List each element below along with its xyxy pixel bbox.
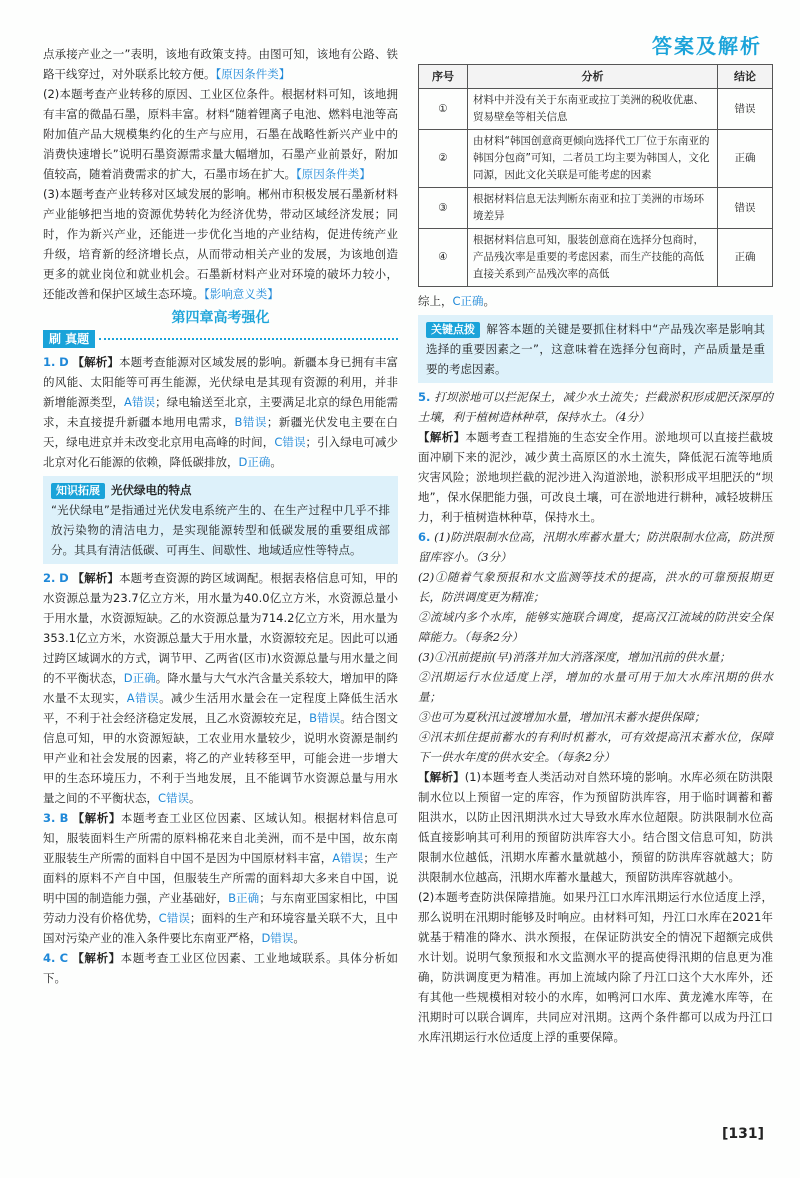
- page-header-title: 答案及解析: [652, 34, 762, 58]
- right-column: [418, 44, 773, 1047]
- table-row: ① 材料中并没有关于东南亚或拉丁美洲的税收优惠、贸易壁垒等相关信息 错误: [419, 89, 773, 130]
- table-row: ② 由材料“韩国创意商更倾向选择代工厂位于东南亚的韩国分包商”可知，二者员工均主要为韩国人，文化同源，因此文化关联是可能考虑的因素 正确: [419, 130, 773, 188]
- answer-line: (2)①随着气象预报和水文监测等技术的提高，洪水的可靠预报期更长，防洪调度更为精准；: [418, 570, 773, 604]
- question-4: 4. C 【解析】本题考查工业区位因素、工业地域联系。具体分析如下。: [43, 951, 399, 985]
- answer-line: ②汛期运行水位适度上浮，增加的水量可用于加大水库汛期的供水量；: [418, 670, 773, 704]
- answer-line: (3)①汛前提前(早)消落并加大消落深度，增加汛前的供水量；: [418, 650, 731, 664]
- table-row: ③ 根据材料信息无法判断东南亚和拉丁美洲的市场环境差异 错误: [419, 188, 773, 229]
- question-3: 3. B 【解析】本题考查工业区位因素、区域认知。根据材料信息可知，服装面料生产所需的原料棉花来自北美洲，而不是中国，故东南亚服装生产所需的面料自中国不是因为中国原材料丰富，A错误；生产面料的原料不产自中国，但服装生产所需的面料却大多来自中国，说明中国的制造能力强，产业基础好，B正确；与东南亚国家相比，中国劳动力没有价格优势，C错误；面料的生产和环境容量关联不大，且中国对污染产业的准入条件要比东南亚严格，D错误。: [43, 811, 399, 945]
- paragraph: (2)本题考查产业转移的原因、工业区位条件。根据材料可知，该地拥有丰富的微晶石墨，原料丰富。材料“随着锂离子电池、燃料电池等高附加值产品大规模集约化的生产与应用，石墨在战略性新兴产业中的消费快速增长”说明石墨资源需求量大幅增加，石墨产业前景好，附加值较高，随着消费需求的扩大，石墨市场在扩大。【原因条件类】: [43, 87, 398, 181]
- question-1: 1. D 【解析】本题考查能源对区域发展的影响。新疆本身已拥有丰富的风能、太阳能等可再生能源，光伏绿电是其现有资源的利用，并非新增能源类型，A错误；绿电输送至北京，主要满足北京的绿色用能需求，未直接提升新疆本地用电需求，B错误；新疆光伏发电主要在白天，绿电进京并未改变北京用电高峰的时间，C错误；引入绿电可减少北京对化石能源的依赖，降低碳排放，D正确。: [43, 355, 399, 469]
- question-5: 5. 打坝淤地可以拦泥保土，减少水土流失；拦截淤积形成肥沃深厚的土壤，利于植树造林种草，保持水土。（4分）: [418, 390, 774, 424]
- chapter-title: 第四章高考强化: [171, 310, 270, 326]
- paragraph: 【解析】本题考查工程措施的生态安全作用。淤地坝可以直接拦截坡面冲刷下来的泥沙，减少黄土高原区的水土流失，降低泥石流等地质灾害风险；淤地坝拦截的泥沙进入沟道淤地，淤积形成平坦肥沃的“坝地”，保水保肥能力强，可改良土壤，可在淤地进行耕种，减轻坡耕压力，利于植树造林种草，保持水土。: [418, 430, 774, 524]
- answer-line: ③也可为夏秋汛过渡增加水量，增加汛末蓄水提供保障；: [418, 710, 706, 724]
- analysis-table: [418, 64, 773, 287]
- key-point-box: 关键点拨 解答本题的关键是要抓住材料中“产品残次率是影响其选择的重要因素之一”，这意味着在选择分包商时，产品质量是重要的考虑因素。: [418, 315, 773, 383]
- knowledge-box: 知识拓展 光伏绿电的特点 “光伏绿电”是指通过光伏发电系统产生的、在生产过程中几乎不排放污染物的清洁电力，是实现能源转型和低碳发展的重要组成部分。其具有清洁低碳、可再生、间歇性、地域适应性等特点。: [43, 476, 398, 564]
- paragraph: (2)本题考查防洪保障措施。如果丹江口水库汛期运行水位适度上浮，那么说明在汛期时能够及时响应。由材料可知，丹江口水库在2021年就基于精准的降水、洪水预报，在保证防洪安全的情况下超额完成供水计划。说明气象预报和水文监测水平的提高使得汛期的信息更为准确，防洪调度更为精准。再加上流域内除了丹江口这个大水库外，还有其他一些规模相对较小的水库，如鸭河口水库、黄龙滩水库等，在汛期时可以联合调库，共同应对汛期。这两个条件都可以成为丹江口水库汛期运行水位适度上浮的重要保障。: [418, 890, 773, 1044]
- table-header: 结论: [718, 65, 773, 89]
- section-label: 刷 真题: [43, 330, 95, 348]
- table-header: 序号: [419, 65, 468, 89]
- page-number: [131]: [721, 1126, 764, 1142]
- answer-line: ④汛末抓住提前蓄水的有利时机蓄水，可有效提高汛末蓄水位，保障下一供水年度的供水安全。（每条2分）: [418, 730, 773, 764]
- question-6: 6. (1)防洪限制水位高，汛期水库蓄水量大；防洪限制水位高，防洪预留库容小。（3分）: [418, 530, 773, 564]
- table-row: ④ 根据材料信息可知，服装创意商在选择分包商时，产品残次率是重要的考虑因素，而生产技能的高低直接关系到产品残次率的高低 正确: [419, 229, 773, 287]
- summary: 综上，C正确。: [418, 294, 496, 308]
- section-bar: [43, 330, 398, 348]
- paragraph: 【解析】(1)本题考查人类活动对自然环境的影响。水库必须在防洪限制水位以上预留一定的库容，作为预留防洪库容，用于临时调蓄和蓄阻洪水，以防止因汛期洪水过大导致水库水位超限。防洪限制水位高低直接影响其可利用的预留防洪库容大小。结合图文信息可知，防洪限制水位越低，汛期水库蓄水量就越小，预留的防洪库容就越大；防洪限制水位越高，汛期水库蓄水量越大，预留防洪库容就越小。: [418, 770, 773, 884]
- table-header: 分析: [468, 65, 718, 89]
- box-title: 关键点拨: [426, 322, 480, 338]
- paragraph: 点承接产业之一”表明，该地有政策支持。由图可知，该地有公路、铁路干线穿过，对外联系比较方便。【原因条件类】: [43, 47, 398, 81]
- left-column: [43, 44, 398, 988]
- paragraph: (3)本题考查产业转移对区域发展的影响。郴州市积极发展石墨新材料产业能够把当地的资源优势转化为经济优势，带动区域经济发展；同时，作为新兴产业，还能进一步优化当地的产业结构，促进传统产业升级，培育新的经济增长点，从而带动相关产业的发展，为该地创造更多的就业岗位和就业机会。石墨新材料产业对环境的破坏力较小，还能改善和保护区域生态环境。【影响意义类】: [43, 187, 398, 301]
- box-title: 知识拓展: [51, 483, 105, 499]
- answer-line: ②流域内多个水库，能够实施联合调度，提高汉江流域的防洪安全保障能力。（每条2分）: [418, 610, 773, 644]
- question-2: 2. D 【解析】本题考查资源的跨区域调配。根据表格信息可知，甲的水资源总量为23.7亿立方米，用水量为40.0亿立方米，水资源总量小于用水量，水资源短缺。乙的水资源总量为714.2亿立方米，用水量为353.1亿立方米，水资源总量大于用水量，水资源较充足。因此可以通过跨区域调水的方式，调节甲、乙两省(区市)水资源总量与用水量之间的不平衡状态，D正确。降水量与大气水汽含量关系较大，增加甲的降水量不太现实，A错误。减少生活用水量会在一定程度上降低生活水平，不利于社会经济稳定发展，且乙水资源较充足，B错误。结合图文信息可知，甲的水资源短缺，工农业用水量较少，说明水资源是制约甲产业和社会发展的因素，将乙的产业转移至甲，可能会进一步增大甲的生态环境压力，不利于当地发展，且不能调节水资源总量与用水量之间的不平衡状态，C错误。: [43, 571, 399, 805]
